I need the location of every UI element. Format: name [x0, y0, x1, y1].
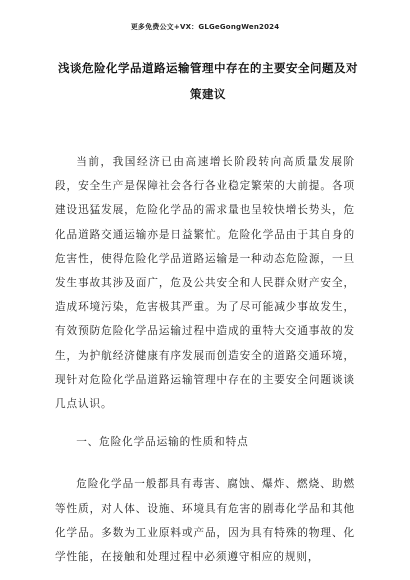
intro-paragraph: 当前，我国经济已由高速增长阶段转向高质量发展阶段，安全生产是保障社会各行各业稳定繁荣的大前提。各项建设迅猛发展，危险化学品的需求量也呈较快增长势头，危化品道路交通运输亦是日益繁忙。危险化学品由于其自身的危害性，使得危险化学品道路运输是一种动态危险源，一旦发生事故其涉及面广，危及公共安全和人民群众财产安全，造成环境污染，危害极其严重。为了尽可能减少事故发生，有效预防危险化学品运输过程中造成的重特大交通事故的发生，为护航经济健康有序发展而创造安全的道路交通环境，现针对危险化学品道路运输管理中存在的主要安全问题谈谈几点认识。	[55, 156, 355, 411]
section-paragraph: 危险化学品一般都具有毒害、腐蚀、爆炸、燃烧、助燃等性质，对人体、设施、环境具有危害的剧毒化学品和其他化学品。多数为工业原料或产品，因为具有特殊的物理、化学性能，在接触和处理过程中必须遵守相应的规则，	[55, 478, 355, 564]
document-body	[55, 150, 355, 569]
document-title: 浅谈危险化学品道路运输管理中存在的主要安全问题及对策建议	[58, 61, 358, 101]
page-header: 更多免费公文+VX：GLGeGongWen2024	[130, 23, 280, 31]
section-heading: 一、危险化学品运输的性质和特点	[76, 436, 249, 449]
